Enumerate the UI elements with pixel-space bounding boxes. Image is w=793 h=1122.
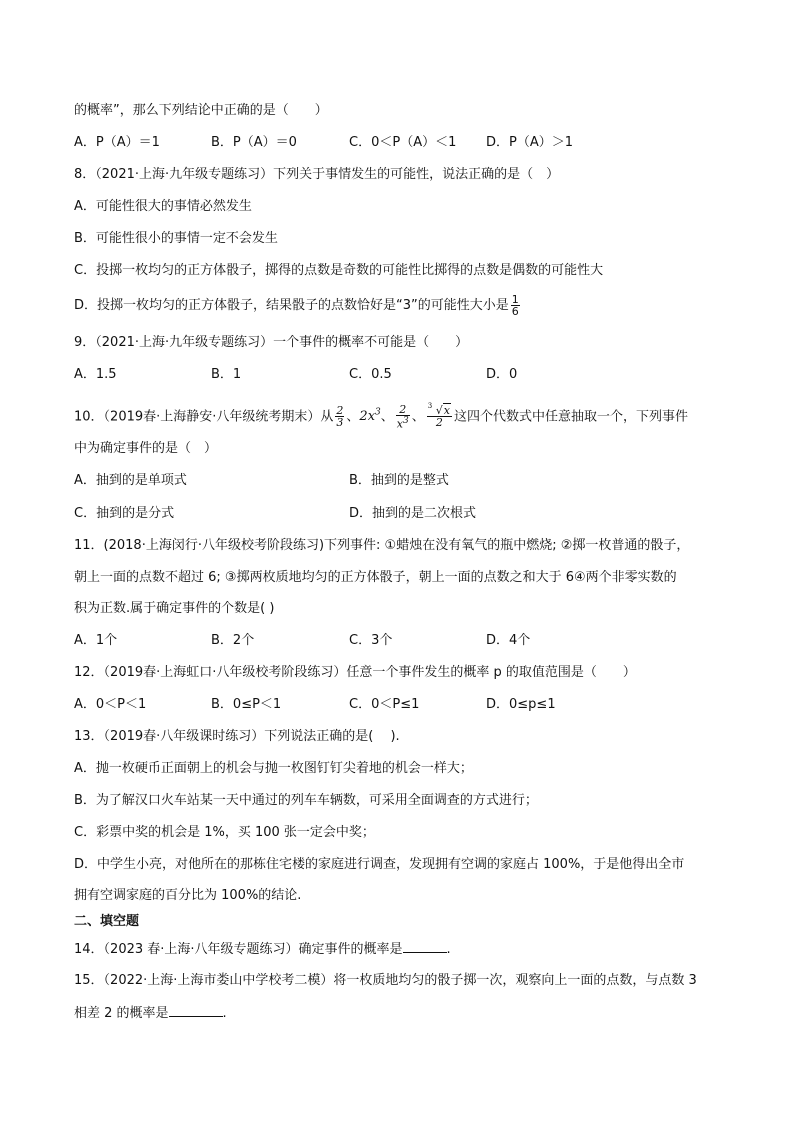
exponent: 3 <box>403 416 409 426</box>
fraction-denominator <box>396 416 410 430</box>
fraction-denominator: 2 <box>435 416 443 430</box>
q9-option-c: C．0.5 <box>349 367 392 382</box>
q11-stem-line2: 朝上一面的点数不超过 6; ③掷两枚质地均匀的正方体骰子，朝上一面的点数之和大于 6④两个非零实数的 <box>74 570 677 585</box>
q15-answer-blank <box>169 1004 223 1017</box>
q9-stem: 9．（2021·上海·九年级专题练习）一个事件的概率不可能是（ ） <box>74 335 469 350</box>
q11-option-c: C．3个 <box>349 633 393 648</box>
q7-stem-tail: 的概率”，那么下列结论中正确的是（ ） <box>74 103 328 118</box>
q11-options <box>74 632 734 650</box>
fraction-numerator: 2 <box>336 404 344 418</box>
q12-options <box>74 696 734 714</box>
q13-option-a: A．抛一枚硬币正面朝上的机会与抛一枚图钉钉尖着地的机会一样大； <box>74 761 473 776</box>
q10-option-c: C．抽到的是分式 <box>74 506 175 521</box>
separator: 、 <box>380 409 394 425</box>
q12-option-d: D．0≤p≤1 <box>486 697 556 712</box>
q13-stem: 13．（2019春·八年级课时练习）下列说法正确的是( ). <box>74 729 400 744</box>
q11-stem-line3: 积为正数.属于确定事件的个数是( ) <box>74 601 275 616</box>
q8-option-d-text: D．投掷一枚均匀的正方体骰子，结果骰子的点数恰好是“3”的可能性大小是 <box>74 298 509 313</box>
q14-answer-blank <box>403 940 447 953</box>
q10-options-row2 <box>74 505 734 523</box>
q13-option-d-line2: 拥有空调家庭的百分比为 100%的结论. <box>74 888 302 903</box>
q10-stem-end: 这四个代数式中任意抽取一个，下列事件 <box>453 409 688 425</box>
q10-option-d: D．抽到的是二次根式 <box>349 506 477 521</box>
q9-options <box>74 366 734 384</box>
fraction-denominator: 3 <box>336 416 344 430</box>
q10-stem <box>74 404 688 430</box>
fraction-numerator <box>427 402 452 418</box>
q11-stem-line1: 11．(2018·上海闵行·八年级校考阶段练习)下列事件: ①蜡烛在没有氧气的瓶中燃烧; ②掷一枚普通的骰子， <box>74 538 690 553</box>
q15-stem-end: . <box>222 1006 227 1021</box>
q11-option-b: B．2个 <box>211 633 255 648</box>
fraction-numerator: 1 <box>511 293 519 306</box>
q9-option-a: A．1.5 <box>74 367 117 382</box>
q10-option-a: A．抽到的是单项式 <box>74 473 187 488</box>
q8-option-b: B．可能性很小的事情一定不会发生 <box>74 231 278 246</box>
expr-base: 2x <box>359 409 376 425</box>
q7-options <box>74 134 734 152</box>
radicand: x <box>443 404 450 418</box>
q10-expr-4 <box>427 402 452 430</box>
denominator-base: x <box>396 417 403 431</box>
cube-root: 3 √x <box>427 402 450 418</box>
q12-option-c: C．0＜P≤1 <box>349 697 420 712</box>
q10-stem-line2: 中为确定事件的是（ ） <box>74 441 218 456</box>
q7-option-d: D．P（A）＞1 <box>486 135 574 150</box>
q8-option-a: A．可能性很大的事情必然发生 <box>74 199 252 214</box>
q13-option-c: C．彩票中奖的机会是 1%，买 100 张一定会中奖； <box>74 825 375 840</box>
q10-stem-start: 10．（2019春·上海静安·八年级统考期末）从 <box>74 409 334 425</box>
q7-option-c: C．0＜P（A）＜1 <box>349 135 457 150</box>
q14-stem-text: 14．（2023 春·上海·八年级专题练习）确定事件的概率是 <box>74 942 403 957</box>
q10-expr-2 <box>359 409 380 424</box>
q11-option-a: A．1个 <box>74 633 118 648</box>
fraction-denominator: 6 <box>511 305 519 318</box>
q11-option-d: D．4个 <box>486 633 531 648</box>
q10-options-row1 <box>74 472 734 490</box>
q9-option-d: D．0 <box>486 367 518 382</box>
root-index: 3 <box>427 402 433 411</box>
q10-expr-1 <box>335 405 344 428</box>
q14-stem-end: . <box>446 942 451 957</box>
q15-stem-line2 <box>74 1004 227 1023</box>
section-heading: 二、填空题 <box>74 914 140 929</box>
q12-option-a: A．0＜P＜1 <box>74 697 147 712</box>
q8-option-c: C．投掷一枚均匀的正方体骰子，掷得的点数是奇数的可能性比掷得的点数是偶数的可能性大 <box>74 263 604 278</box>
q13-option-d-line1: D．中学生小亮，对他所在的那栋住宅楼的家庭进行调查，发现拥有空调的家庭占 100%，于是他得出全市 <box>74 857 685 872</box>
q15-stem-line1: 15．（2022·上海·上海市娄山中学校考二模）将一枚质地均匀的骰子掷一次，观察向上一面的点数，与点数 3 <box>74 973 697 988</box>
q10-expr-3 <box>396 404 410 430</box>
q12-stem: 12．（2019春·上海虹口·八年级校考阶段练习）任意一个事件发生的概率 p 的取值范围是（ ） <box>74 665 636 680</box>
q15-stem-text: 相差 2 的概率是 <box>74 1006 169 1021</box>
q12-option-b: B．0≤P＜1 <box>211 697 282 712</box>
q9-option-b: B．1 <box>211 367 242 382</box>
exponent: 3 <box>375 408 381 418</box>
q7-option-b: B．P（A）＝0 <box>211 135 297 150</box>
separator: 、 <box>411 409 425 425</box>
q14-stem <box>74 940 451 959</box>
q8-option-d-fraction <box>511 294 520 317</box>
q7-option-a: A．P（A）＝1 <box>74 135 160 150</box>
q13-option-b: B．为了解汉口火车站某一天中通过的列车车辆数，可采用全面调查的方式进行； <box>74 793 538 808</box>
q10-option-b: B．抽到的是整式 <box>349 473 449 488</box>
fraction-numerator: 2 <box>396 404 410 416</box>
q8-stem: 8．（2021·上海·九年级专题练习）下列关于事情发生的可能性，说法正确的是（ ） <box>74 167 560 182</box>
separator: 、 <box>346 409 360 425</box>
q8-option-d <box>74 294 522 317</box>
